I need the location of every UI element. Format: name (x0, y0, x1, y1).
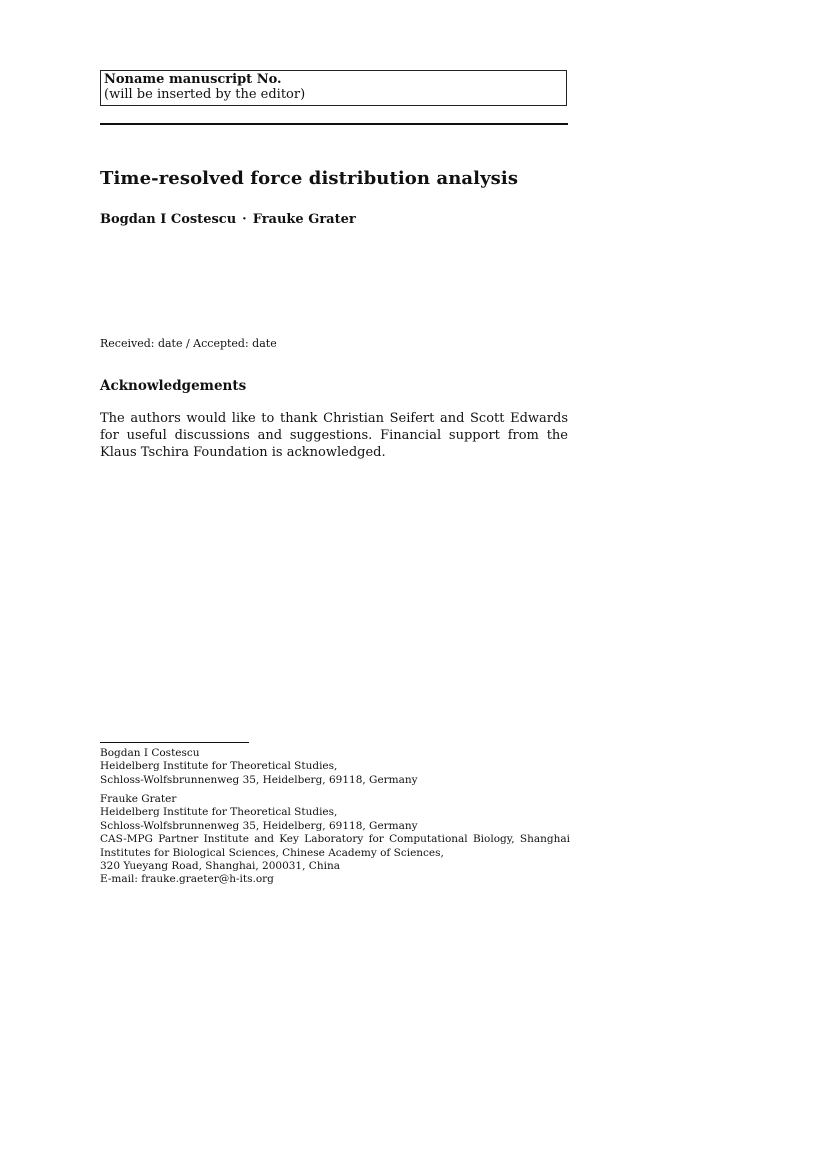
acknowledgements-text: The authors would like to thank Christian Seifert and Scott Edwards for useful discussions and suggestions. Financial support from the Klaus Tschira Foundation is acknowledged. (100, 411, 568, 460)
author-list (100, 212, 356, 227)
footnote-line: Heidelberg Institute for Theoretical Studies, (100, 760, 338, 773)
header-rule (100, 123, 568, 125)
footnote-line: Institutes for Biological Sciences, Chinese Academy of Sciences, (100, 846, 444, 859)
author-name: Frauke Grater (252, 212, 356, 227)
acknowledgements-heading: Acknowledgements (100, 378, 247, 394)
footnote-line: Schloss-Wolfsbrunnenweg 35, Heidelberg, 69118, Germany (100, 819, 418, 832)
footnote-line: CAS-MPG Partner Institute and Key Laboratory for Computational Biology, Shanghai (100, 833, 570, 846)
author-name: Bogdan I Costescu (100, 212, 237, 227)
footnote-line: 320 Yueyang Road, Shanghai, 200031, China (100, 860, 340, 873)
author-separator: · (242, 212, 247, 227)
manuscript-info-box (100, 70, 567, 106)
received-accepted-dates: Received: date / Accepted: date (100, 337, 277, 350)
footnote-line: Bogdan I Costescu (100, 747, 200, 759)
footnote-line: Schloss-Wolfsbrunnenweg 35, Heidelberg, 69118, Germany (100, 773, 418, 786)
footnote-author-1 (100, 747, 570, 787)
manuscript-number-label: Noname manuscript No. (104, 72, 282, 87)
footnote-rule (100, 742, 249, 743)
paper-title: Time-resolved force distribution analysis (100, 168, 519, 189)
footnote-line: Frauke Grater (100, 793, 177, 805)
footnote-line: Heidelberg Institute for Theoretical Studies, (100, 806, 338, 819)
footnote-author-2 (100, 793, 570, 887)
editor-note: (will be inserted by the editor) (104, 87, 306, 102)
footnote-email: E-mail: frauke.graeter@h-its.org (100, 873, 274, 886)
